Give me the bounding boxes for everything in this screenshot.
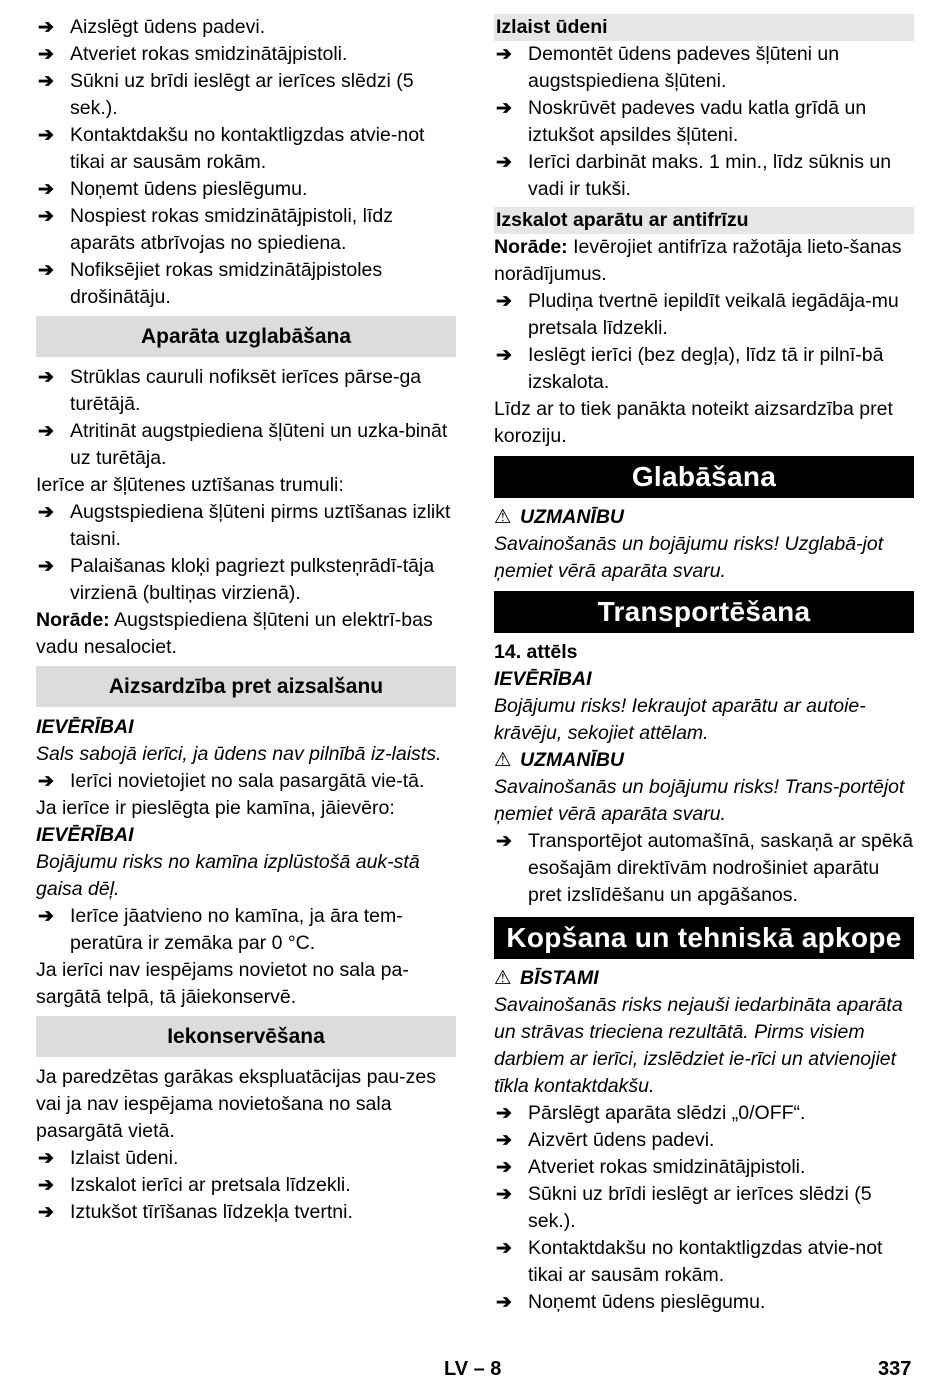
list-item-text: Atveriet rokas smidzinātājpistoli. [528,1156,806,1178]
list-item-text: Pārslēgt aparāta slēdzi „0/OFF“. [528,1102,806,1124]
arrow-icon: ➔ [496,1157,512,1178]
arrow-icon: ➔ [38,71,54,92]
list-item-text: Ieslēgt ierīci (bez degļa), līdz tā ir pilnī-bā izskalota. [528,344,884,393]
subheading-drain: Izlaist ūdeni [494,14,914,41]
section-heading-storage2: Glabāšana [494,456,914,498]
arrow-icon: ➔ [496,98,512,119]
arrow-icon: ➔ [38,1202,54,1223]
arrow-icon: ➔ [38,206,54,227]
list-item-text: Pludiņa tvertnē iepildīt veikalā iegādāja-mu pretsala līdzekli. [528,290,899,339]
arrow-icon: ➔ [496,1238,512,1259]
list-item [36,1145,456,1172]
section-heading-maintenance: Kopšana un tehniskā apkope [494,917,914,959]
arrow-icon: ➔ [38,367,54,388]
arrow-icon: ➔ [496,1184,512,1205]
figure-ref: 14. attēls [494,641,578,663]
list-item [494,342,914,396]
list-item-text: Sūkni uz brīdi ieslēgt ar ierīces slēdzi (5 sek.). [70,70,414,119]
intro-list [36,14,456,311]
arrow-icon: ➔ [38,125,54,146]
list-item-text: Noskrūvēt padeves vadu katla grīdā un iztukšot apsildes šļūteni. [528,97,867,146]
danger-label-text: BĪSTAMI [520,967,599,989]
list-item-text: Kontaktdakšu no kontaktligzdas atvie-not tikai ar sausām rokām. [70,124,425,173]
warning-text: Savainošanās un bojājumu risks! Trans-portējot ņemiet vērā aparāta svaru. [494,776,905,825]
note-label: Norāde: [36,609,110,631]
chimney-text: Ja ierīce ir pieslēgta pie kamīna, jāievēro: [36,797,395,819]
list-item [36,364,456,418]
list-item [36,553,456,607]
antifreeze-note [494,234,914,288]
reel-text: Ierīce ar šļūtenes uztīšanas trumuli: [36,474,344,496]
subheading-antifreeze: Izskalot aparātu ar antifrīzu [494,207,914,234]
left-column [36,14,456,1226]
arrow-icon: ➔ [38,44,54,65]
list-item [36,257,456,311]
section-heading-preserve: Iekonservēšana [36,1016,456,1057]
list-item-text: Atritināt augstpiediena šļūteni un uzka-bināt uz turētāja. [70,420,448,469]
right-column [494,14,914,1316]
arrow-icon: ➔ [38,1175,54,1196]
list-item-text: Noņemt ūdens pieslēgumu. [528,1291,766,1313]
list-item-text: Ierīce jāatvieno no kamīna, ja āra tem-peratūra ir zemāka par 0 °C. [70,905,403,954]
list-item [494,41,914,95]
storage-note [36,607,456,661]
caution-text: Bojājumu risks no kamīna izplūstošā auk-stā gaisa dēļ. [36,851,420,900]
list-item-text: Strūklas cauruli nofiksēt ierīces pārse-ga turētājā. [70,366,422,415]
list-item [494,1154,914,1181]
list-item-text: Sūkni uz brīdi ieslēgt ar ierīces slēdzi (5 sek.). [528,1183,872,1232]
list-item [36,903,456,957]
preserve-text: Ja paredzētas garākas ekspluatācijas pau-zes vai ja nav iespējama novietošana no sala pasargātā vietā. [36,1066,436,1142]
arrow-icon: ➔ [38,179,54,200]
list-item-text: Nospiest rokas smidzinātājpistoli, līdz aparāts atbrīvojas no spiediena. [70,205,393,254]
list-item [36,768,456,795]
list-item-text: Nofiksējiet rokas smidzinātājpistoles drošinātāju. [70,259,383,308]
section-heading-storage: Aparāta uzglabāšana [36,316,456,357]
warning-label [494,747,914,774]
list-item-text: Izskalot ierīci ar pretsala līdzekli. [70,1174,351,1196]
arrow-icon: ➔ [38,502,54,523]
arrow-icon: ➔ [496,291,512,312]
section-heading-transport: Transportēšana [494,591,914,633]
list-item-text: Iztukšot tīrīšanas līdzekļa tvertni. [70,1201,353,1223]
warning-icon: ⚠ [494,749,512,771]
list-item-text: Noņemt ūdens pieslēgumu. [70,178,308,200]
caution-text: Sals sabojā ierīci, ja ūdens nav pilnībā iz-laists. [36,743,442,765]
danger-label [494,965,914,992]
warning-icon: ⚠ [494,967,512,989]
list-item [494,1181,914,1235]
list-item [36,14,456,41]
list-item-text: Aizslēgt ūdens padevi. [70,16,266,38]
footer-language-page: LV – 8 [444,1358,502,1380]
list-item-text: Kontaktdakšu no kontaktligzdas atvie-not tikai ar sausām rokām. [528,1237,883,1286]
list-item [36,1172,456,1199]
maintenance-list [494,1100,914,1316]
list-item [36,176,456,203]
arrow-icon: ➔ [496,1130,512,1151]
arrow-icon: ➔ [496,1292,512,1313]
arrow-icon: ➔ [496,1103,512,1124]
list-item [36,1199,456,1226]
list-item [36,68,456,122]
arrow-icon: ➔ [496,345,512,366]
note-label: Norāde: [494,236,568,258]
frost-closing-text: Ja ierīci nav iespējams novietot no sala pa-sargātā telpā, tā jāiekonservē. [36,959,409,1008]
antifreeze-closing: Līdz ar to tiek panākta noteikt aizsardzība pret koroziju. [494,398,893,447]
storage-list-2 [36,499,456,607]
list-item-text: Transportējot automašīnā, saskaņā ar spēkā esošajām direktīvām nodrošiniet aparātu pret izslīdēšanu un apgāšanos. [528,830,914,906]
warning-text: Savainošanās un bojājumu risks! Uzglabā-jot ņemiet vērā aparāta svaru. [494,533,884,582]
arrow-icon: ➔ [38,421,54,442]
arrow-icon: ➔ [496,831,512,852]
danger-text: Savainošanās risks nejauši iedarbināta aparāta un strāvas trieciena rezultātā. Pirms visiem darbiem ar ierīci, izslēdziet ie-rīci un atvienojiet tīkla kontaktdakšu. [494,994,903,1097]
storage-list-1 [36,364,456,472]
list-item-text: Ierīci darbināt maks. 1 min., līdz sūknis un vadi ir tukši. [528,151,892,200]
list-item [36,418,456,472]
arrow-icon: ➔ [38,1148,54,1169]
list-item [36,122,456,176]
caution-text: Bojājumu risks! Iekraujot aparātu ar autoie-krāvēju, sekojiet attēlam. [494,695,866,744]
list-item-text: Augstspiediena šļūteni pirms uztīšanas izlikt taisni. [70,501,451,550]
arrow-icon: ➔ [38,17,54,38]
arrow-icon: ➔ [38,771,54,792]
list-item-text: Atveriet rokas smidzinātājpistoli. [70,43,348,65]
arrow-icon: ➔ [38,260,54,281]
warning-label [494,504,914,531]
list-item [36,41,456,68]
arrow-icon: ➔ [38,556,54,577]
list-item-text: Palaišanas kloķi pagriezt pulksteņrādī-tāja virzienā (bultiņas virzienā). [70,555,435,604]
arrow-icon: ➔ [38,906,54,927]
footer-page-number: 337 [878,1358,912,1380]
list-item [494,828,914,909]
caution-label: IEVĒRĪBAI [494,668,592,690]
drain-list [494,41,914,203]
list-item-text: Izlaist ūdeni. [70,1147,179,1169]
list-item-text: Ierīci novietojiet no sala pasargātā vie-tā. [70,770,425,792]
list-item [494,149,914,203]
list-item [36,203,456,257]
caution-label: IEVĒRĪBAI [36,716,134,738]
caution-label: IEVĒRĪBAI [36,824,134,846]
note-text: Ievērojiet antifrīza ražotāja lieto-šanas norādījumus. [494,236,902,285]
warning-label-text: UZMANĪBU [520,749,624,771]
list-item [36,499,456,553]
list-item [494,1235,914,1289]
warning-icon: ⚠ [494,506,512,528]
arrow-icon: ➔ [496,152,512,173]
preserve-list [36,1145,456,1226]
note-text: Augstspiediena šļūteni un elektrī-bas vadu nesalociet. [36,609,433,658]
warning-label-text: UZMANĪBU [520,506,624,528]
list-item [494,1100,914,1127]
list-item [494,288,914,342]
list-item [494,95,914,149]
list-item [494,1289,914,1316]
section-heading-frost: Aizsardzība pret aizsalšanu [36,666,456,707]
list-item [494,1127,914,1154]
list-item-text: Aizvērt ūdens padevi. [528,1129,715,1151]
antifreeze-list [494,288,914,396]
arrow-icon: ➔ [496,44,512,65]
list-item-text: Demontēt ūdens padeves šļūteni un augstspiediena šļūteni. [528,43,840,92]
